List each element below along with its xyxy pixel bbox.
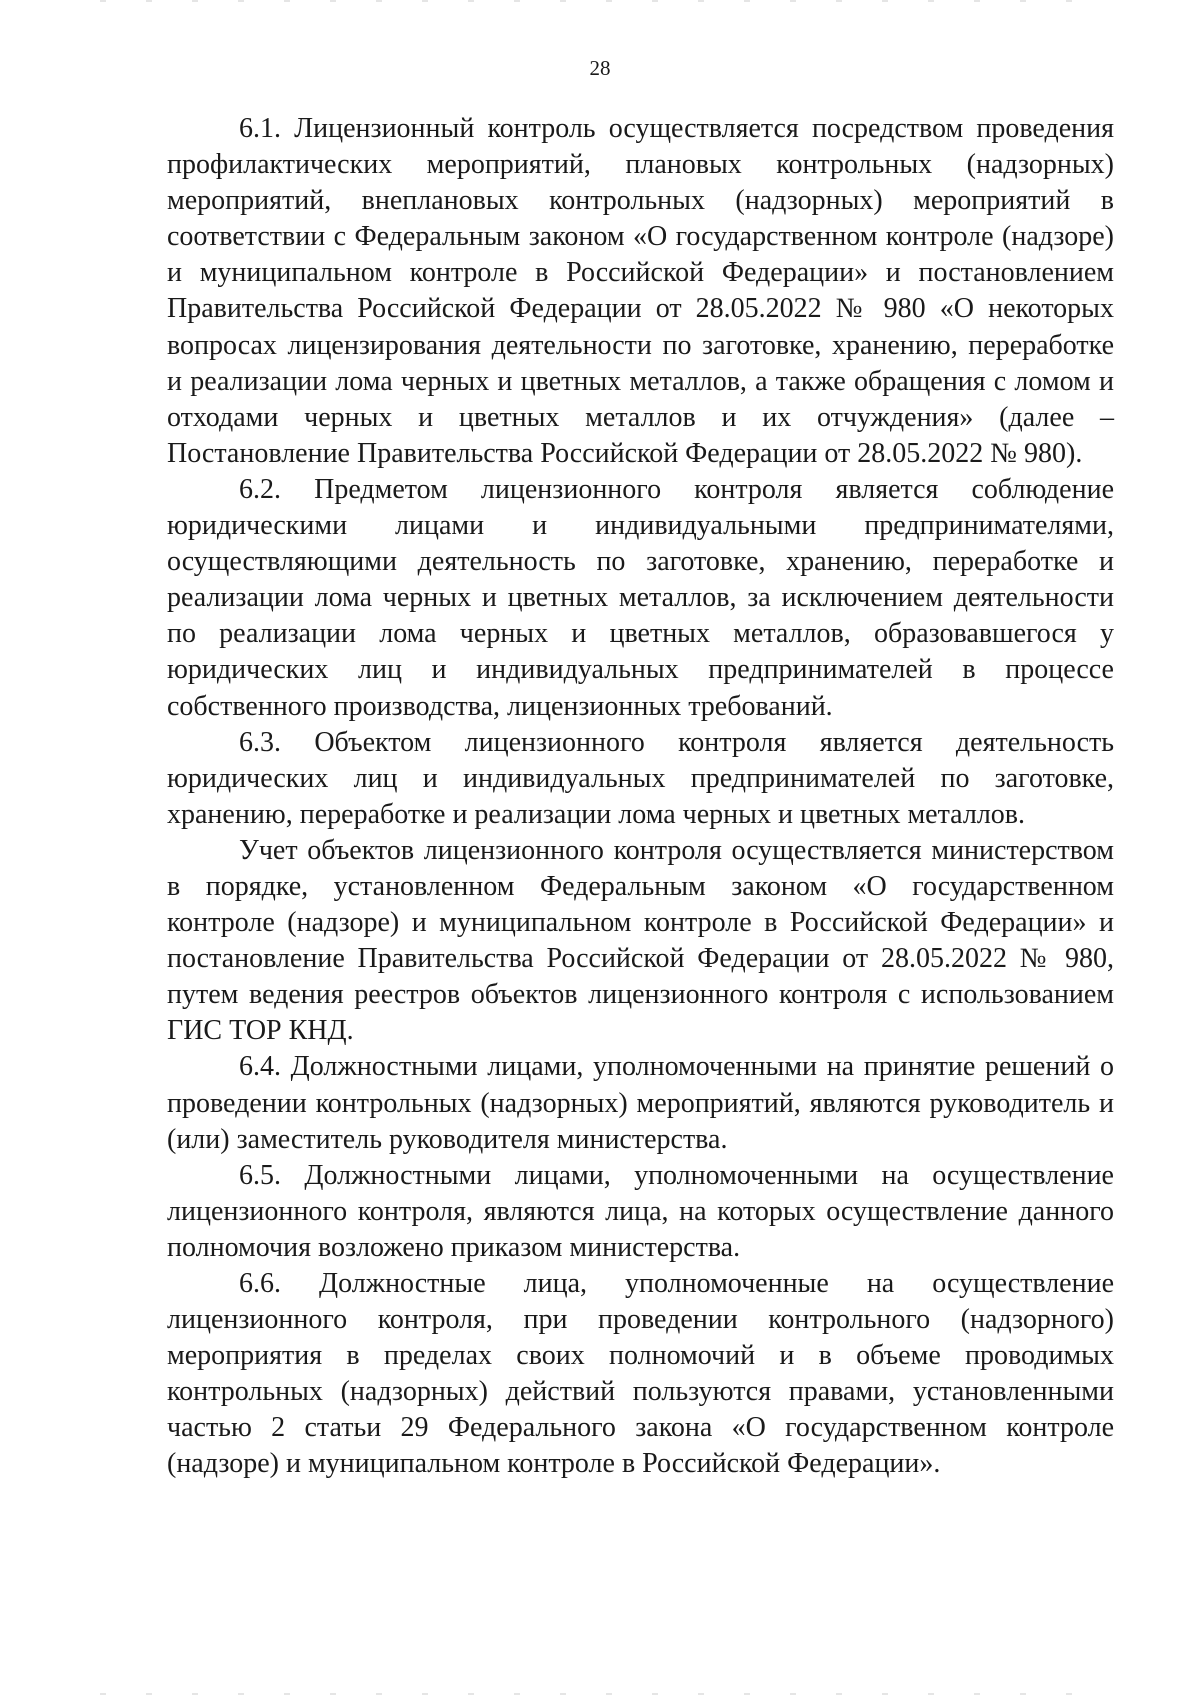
paragraph-6-3-registry: Учет объектов лицензионного контроля осуществляется министерством в порядке, установленном Федеральным законом «О государственном контроле (надзоре) и муниципальном контроле в Российской Федерации» и постановление Правительства Российской Федерации от 28.05.2022 № 980, путем ведения реестров объектов лицензионного контроля с использованием ГИС ТОР КНД. (167, 834, 1114, 1047)
paragraph-6-1: 6.1. Лицензионный контроль осуществляется посредством проведения профилактических мероприятий, плановых контрольных (надзорных) мероприятий, внеплановых контрольных (надзорных) мероприятий в соответствии с Федеральным законом «О государственном контроле (надзоре) и муниципальном контроле в Российской Федерации» и постановлением Правительства Российской Федерации от 28.05.2022 № 980 «О некоторых вопросах лицензирования деятельности по заготовке, хранению, переработке и реализации лома черных и цветных металлов, а также обращения с ломом и отходами черных и цветных металлов и их отчуждения» (далее – Постановление Правительства Российской Федерации от 28.05.2022 № 980). (167, 113, 1114, 469)
scan-edge-bottom (100, 1693, 1100, 1695)
paragraph-6-3: 6.3. Объектом лицензионного контроля является деятельность юридических лиц и индивидуальных предпринимателей по заготовке, хранению, переработке и реализации лома черных и цветных металлов. (167, 726, 1114, 830)
paragraph-6-4: 6.4. Должностными лицами, уполномоченными на принятие решений о проведении контрольных (надзорных) мероприятий, являются руководитель и (или) заместитель руководителя министерства. (167, 1051, 1114, 1155)
paragraph-6-2: 6.2. Предметом лицензионного контроля является соблюдение юридическими лицами и индивидуальными предпринимателями, осуществляющими деятельность по заготовке, хранению, переработке и реализации лома черных и цветных металлов, за исключением деятельности по реализации лома черных и цветных металлов, образовавшегося у юридических лиц и индивидуальных предпринимателей в процессе собственного производства, лицензионных требований. (167, 473, 1114, 722)
page-number: 28 (589, 56, 611, 80)
paragraph-6-5: 6.5. Должностными лицами, уполномоченными на осуществление лицензионного контроля, являются лица, на которых осуществление данного полномочия возложено приказом министерства. (167, 1159, 1114, 1263)
paragraph-6-6: 6.6. Должностные лица, уполномоченные на осуществление лицензионного контроля, при проведении контрольного (надзорного) мероприятия в пределах своих полномочий и в объеме проводимых контрольных (надзорных) действий пользуются правами, установленными частью 2 статьи 29 Федерального закона «О государственном контроле (надзоре) и муниципальном контроле в Российской Федерации». (167, 1268, 1114, 1480)
document-body (167, 111, 1114, 1483)
scan-edge-top (100, 0, 1100, 2)
